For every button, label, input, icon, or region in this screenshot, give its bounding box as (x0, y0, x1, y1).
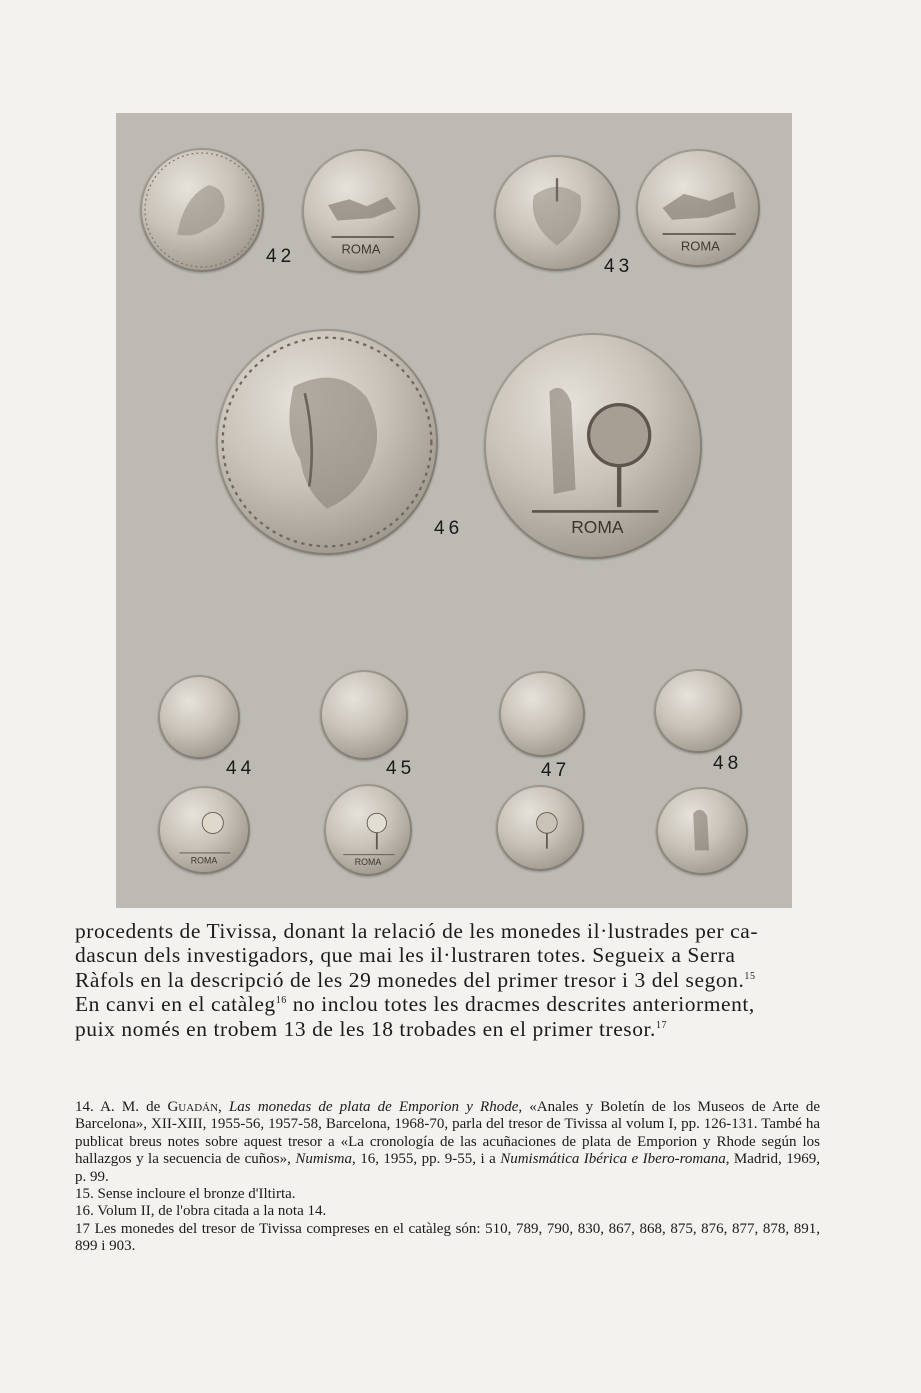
coin-44-legend: ROMA (190, 855, 218, 866)
footnote-book: Numismática Ibérica e Ibero-romana (500, 1151, 726, 1168)
coin-label-45: 45 (386, 758, 416, 779)
coin-47-obverse (499, 671, 585, 757)
coin-43-legend: ROMA (680, 238, 720, 254)
coin-45-legend: ROMA (354, 857, 382, 868)
coin-43-reverse (636, 149, 760, 267)
body-line (75, 968, 820, 992)
body-text-segment: Ràfols en la descripció de les 29 monedes del primer tresor i 3 del segon. (75, 967, 745, 992)
footnote-ref-16: 16 (275, 995, 287, 1007)
coin-46-obverse (216, 329, 438, 555)
footnote-16: 16. Volum II, de l'obra citada a la nota 14. (75, 1203, 327, 1220)
footnote-ref-17: 17 (655, 1019, 668, 1031)
body-text-segment: En canvi en el catàleg (75, 992, 276, 1017)
body-line (75, 992, 820, 1016)
body-line (75, 1017, 820, 1041)
footnote-ref-15: 15 (744, 970, 756, 982)
footnote-title: Las monedas de plata de Emporion y Rhode (228, 1099, 519, 1115)
footnote-journal: Numisma (295, 1151, 353, 1168)
body-text-segment: puix només en trobem 13 de les 18 trobades en el primer tresor. (75, 1016, 656, 1041)
coin-45-obverse (320, 670, 408, 760)
footnotes (75, 1099, 820, 1256)
coin-47-reverse (496, 785, 584, 871)
coin-44-reverse (158, 786, 250, 874)
footnote-17: 17 Les monedes del tresor de Tivissa compreses en el catàleg són: 510, 789, 790, 830, 867, 868, 875, 876, 877, 878, 891, 899 i 903. (75, 1220, 820, 1255)
footnote-text: , «Anales y Boletín de los Museos de Arte de Barcelona», XII-XIII, 1955-56, 1957-58, Barcelona, 1968-70, parla del tresor de Tivissa al volum I, pp. 126-131. També ha publicat breus notes sobre aquest tresor a «La cronología de las acuñaciones de plata de Emporion y Rhode según los hallazgos y la secuencia de cuños», (75, 1099, 821, 1168)
coin-42-obverse (140, 148, 264, 272)
coin-label-48: 48 (713, 753, 743, 774)
body-line: dascun dels investigadors, que mai les il·lustraren totes. Segueix a Serra (75, 943, 736, 968)
coin-label-44: 44 (226, 758, 256, 779)
coin-46-legend: ROMA (571, 517, 624, 538)
coin-48-obverse (654, 669, 742, 753)
footnote-text: , (218, 1099, 229, 1115)
footnote-text: 14. A. M. de (75, 1099, 168, 1115)
coin-label-42: 42 (266, 246, 296, 267)
coin-43-obverse (494, 155, 620, 271)
coin-42-reverse (302, 149, 420, 273)
body-paragraph (75, 919, 820, 1041)
coin-46-reverse (484, 333, 702, 559)
footnote-14 (75, 1099, 820, 1186)
coin-label-46: 46 (434, 518, 464, 539)
coin-label-43: 43 (604, 256, 634, 277)
body-line: procedents de Tivissa, donant la relació de les monedes il·lustrades per ca- (75, 919, 759, 943)
footnote-15: 15. Sense incloure el bronze d'Iltirta. (75, 1186, 296, 1203)
coin-42-legend: ROMA (341, 241, 381, 257)
coin-45-reverse (324, 784, 412, 876)
body-text-segment: no inclou totes les dracmes descrites anteriorment, (286, 992, 755, 1017)
footnote-text: , Madrid, 1969, p. 99. (75, 1151, 820, 1185)
coin-label-47: 47 (541, 760, 571, 781)
coin-plate-photo (116, 113, 792, 908)
coin-48-reverse (656, 787, 748, 875)
footnote-author: Guadán (167, 1099, 219, 1115)
footnote-text: , 16, 1955, pp. 9-55, i a (352, 1151, 501, 1168)
coin-44-obverse (158, 675, 240, 759)
